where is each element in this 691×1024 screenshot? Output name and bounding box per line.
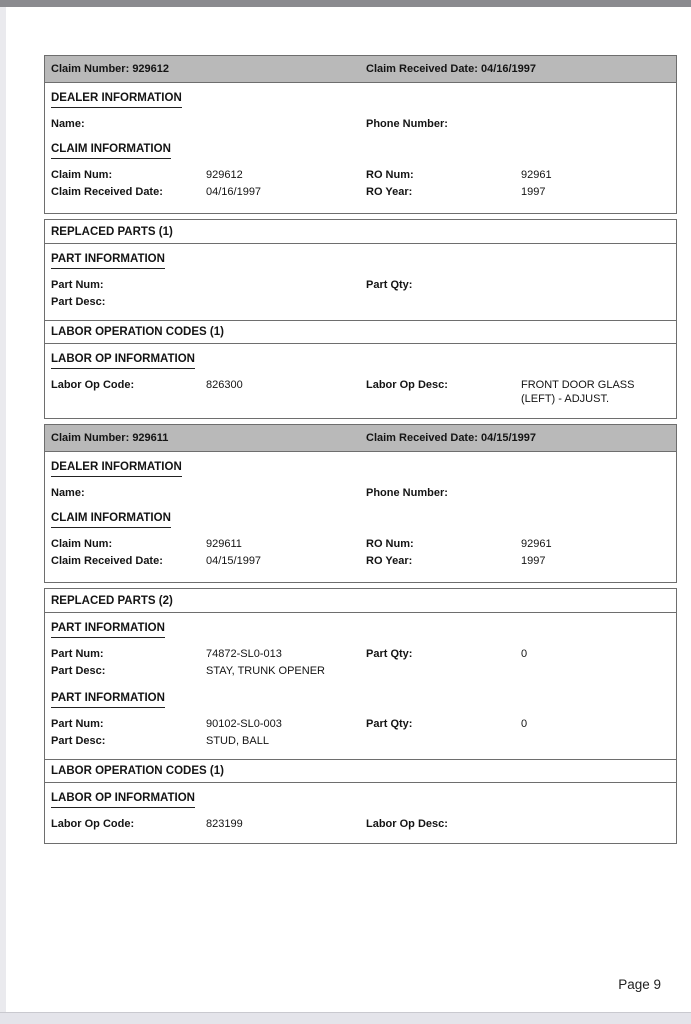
- claim-received-date-value: 04/15/1997: [480, 432, 537, 444]
- part-row: [51, 278, 670, 292]
- ro-num-label: RO Num:: [366, 169, 414, 181]
- part-qty-value: 0: [521, 648, 528, 660]
- claim-num-value: 929611: [206, 538, 242, 550]
- part-desc-row: [51, 295, 670, 309]
- part-row: [51, 717, 670, 731]
- ro-year-value: 1997: [521, 186, 546, 198]
- labor-op-desc-label: Labor Op Desc:: [366, 379, 448, 391]
- part-qty-value: 0: [521, 718, 528, 730]
- claim-info-row: [51, 537, 670, 551]
- ro-year-label: RO Year:: [366, 555, 413, 567]
- claim-details: [45, 452, 676, 582]
- part-desc-label: Part Desc:: [51, 735, 106, 747]
- claim-number-label: Claim Number:: [51, 432, 130, 444]
- part-desc-label: Part Desc:: [51, 665, 106, 677]
- claim-information-heading: CLAIM INFORMATION: [51, 142, 171, 159]
- labor-op-desc-label: Labor Op Desc:: [366, 818, 448, 830]
- parts-labor-section-929611: [44, 588, 677, 844]
- page-number: Page 9: [618, 977, 661, 992]
- phone-number-label: Phone Number:: [366, 487, 448, 499]
- claim-number-text: [45, 431, 360, 445]
- part-information-heading: PART INFORMATION: [51, 252, 165, 269]
- replaced-parts-title: REPLACED PARTS (1): [45, 220, 676, 244]
- part-information-heading: PART INFORMATION: [51, 691, 165, 708]
- part-qty-label: Part Qty:: [366, 279, 413, 291]
- part-desc-label: Part Desc:: [51, 296, 106, 308]
- parts-labor-section-929612: [44, 219, 677, 419]
- part-information-block: [45, 244, 676, 320]
- replaced-parts-title: REPLACED PARTS (2): [45, 589, 676, 613]
- scan-edge-left: [0, 7, 6, 1024]
- ro-num-label: RO Num:: [366, 538, 414, 550]
- part-desc-row: [51, 664, 670, 678]
- claim-num-label: Claim Num:: [51, 169, 113, 181]
- claim-section-929611: [44, 424, 677, 583]
- claim-details: [45, 83, 676, 213]
- name-value: [206, 486, 366, 500]
- part-num-value: 90102-SL0-003: [206, 718, 282, 730]
- part-qty-value: [521, 278, 670, 292]
- ro-num-value: 92961: [521, 538, 552, 550]
- claim-num-value: 929612: [206, 169, 243, 181]
- claim-header-bar: [45, 425, 676, 452]
- part-num-label: Part Num:: [51, 648, 104, 660]
- part-num-label: Part Num:: [51, 279, 104, 291]
- claim-received-date-text: [360, 431, 676, 445]
- claim-received-date-label: Claim Received Date:: [366, 63, 478, 75]
- dealer-information-heading: DEALER INFORMATION: [51, 91, 182, 108]
- claim-info-row: [51, 168, 670, 182]
- claim-section-929612: [44, 55, 677, 214]
- labor-operation-codes-title: LABOR OPERATION CODES (1): [45, 320, 676, 344]
- claim-info-row: [51, 554, 670, 568]
- claim-received-date-label: Claim Received Date:: [366, 432, 478, 444]
- labor-op-row: [51, 378, 670, 406]
- labor-op-code-value: 826300: [206, 379, 243, 391]
- phone-number-value: [521, 117, 670, 131]
- phone-number-value: [521, 486, 670, 500]
- part-desc-value: STAY, TRUNK OPENER: [206, 665, 325, 677]
- ro-year-value: 1997: [521, 555, 546, 567]
- dealer-row: [51, 117, 670, 131]
- name-label: Name:: [51, 487, 85, 499]
- scan-edge-top: [0, 0, 691, 7]
- part-desc-value: STUD, BALL: [206, 735, 269, 747]
- claim-information-heading: CLAIM INFORMATION: [51, 511, 171, 528]
- part-information-block: [45, 613, 676, 759]
- labor-op-information-heading: LABOR OP INFORMATION: [51, 352, 195, 369]
- claim-number-text: [45, 62, 360, 76]
- claim-received-date-text: [360, 62, 676, 76]
- claim-report-document: [44, 55, 677, 844]
- labor-op-information-heading: LABOR OP INFORMATION: [51, 791, 195, 808]
- scan-edge-bottom: [0, 1012, 691, 1024]
- labor-op-desc-value: FRONT DOOR GLASS (LEFT) - ADJUST.: [521, 379, 635, 405]
- claim-info-row: [51, 185, 670, 199]
- labor-op-row: [51, 817, 670, 831]
- ro-year-label: RO Year:: [366, 186, 413, 198]
- part-desc-value: [206, 295, 670, 309]
- claim-received-date-value: 04/16/1997: [480, 63, 537, 75]
- labor-op-information-block: [45, 783, 676, 843]
- dealer-row: [51, 486, 670, 500]
- claim-number-label: Claim Number:: [51, 63, 130, 75]
- labor-op-code-label: Labor Op Code:: [51, 818, 135, 830]
- part-row: [51, 647, 670, 661]
- claim-received-date-value: 04/15/1997: [206, 555, 262, 567]
- name-label: Name:: [51, 118, 85, 130]
- claim-received-date-label: Claim Received Date:: [51, 186, 163, 198]
- part-qty-label: Part Qty:: [366, 648, 413, 660]
- claim-number-value: 929612: [132, 63, 170, 75]
- claim-header-bar: [45, 56, 676, 83]
- labor-op-information-block: [45, 344, 676, 418]
- part-information-heading: PART INFORMATION: [51, 621, 165, 638]
- part-num-value: 74872-SL0-013: [206, 648, 282, 660]
- labor-op-code-label: Labor Op Code:: [51, 379, 135, 391]
- labor-op-code-value: 823199: [206, 818, 243, 830]
- ro-num-value: 92961: [521, 169, 552, 181]
- name-value: [206, 117, 366, 131]
- claim-received-date-label: Claim Received Date:: [51, 555, 163, 567]
- part-qty-label: Part Qty:: [366, 718, 413, 730]
- part-num-value: [206, 278, 366, 292]
- labor-op-desc-value: [521, 817, 670, 831]
- claim-received-date-value: 04/16/1997: [206, 186, 262, 198]
- phone-number-label: Phone Number:: [366, 118, 448, 130]
- claim-num-label: Claim Num:: [51, 538, 113, 550]
- part-num-label: Part Num:: [51, 718, 104, 730]
- labor-operation-codes-title: LABOR OPERATION CODES (1): [45, 759, 676, 783]
- dealer-information-heading: DEALER INFORMATION: [51, 460, 182, 477]
- part-desc-row: [51, 734, 670, 748]
- claim-number-value: 929611: [132, 432, 169, 444]
